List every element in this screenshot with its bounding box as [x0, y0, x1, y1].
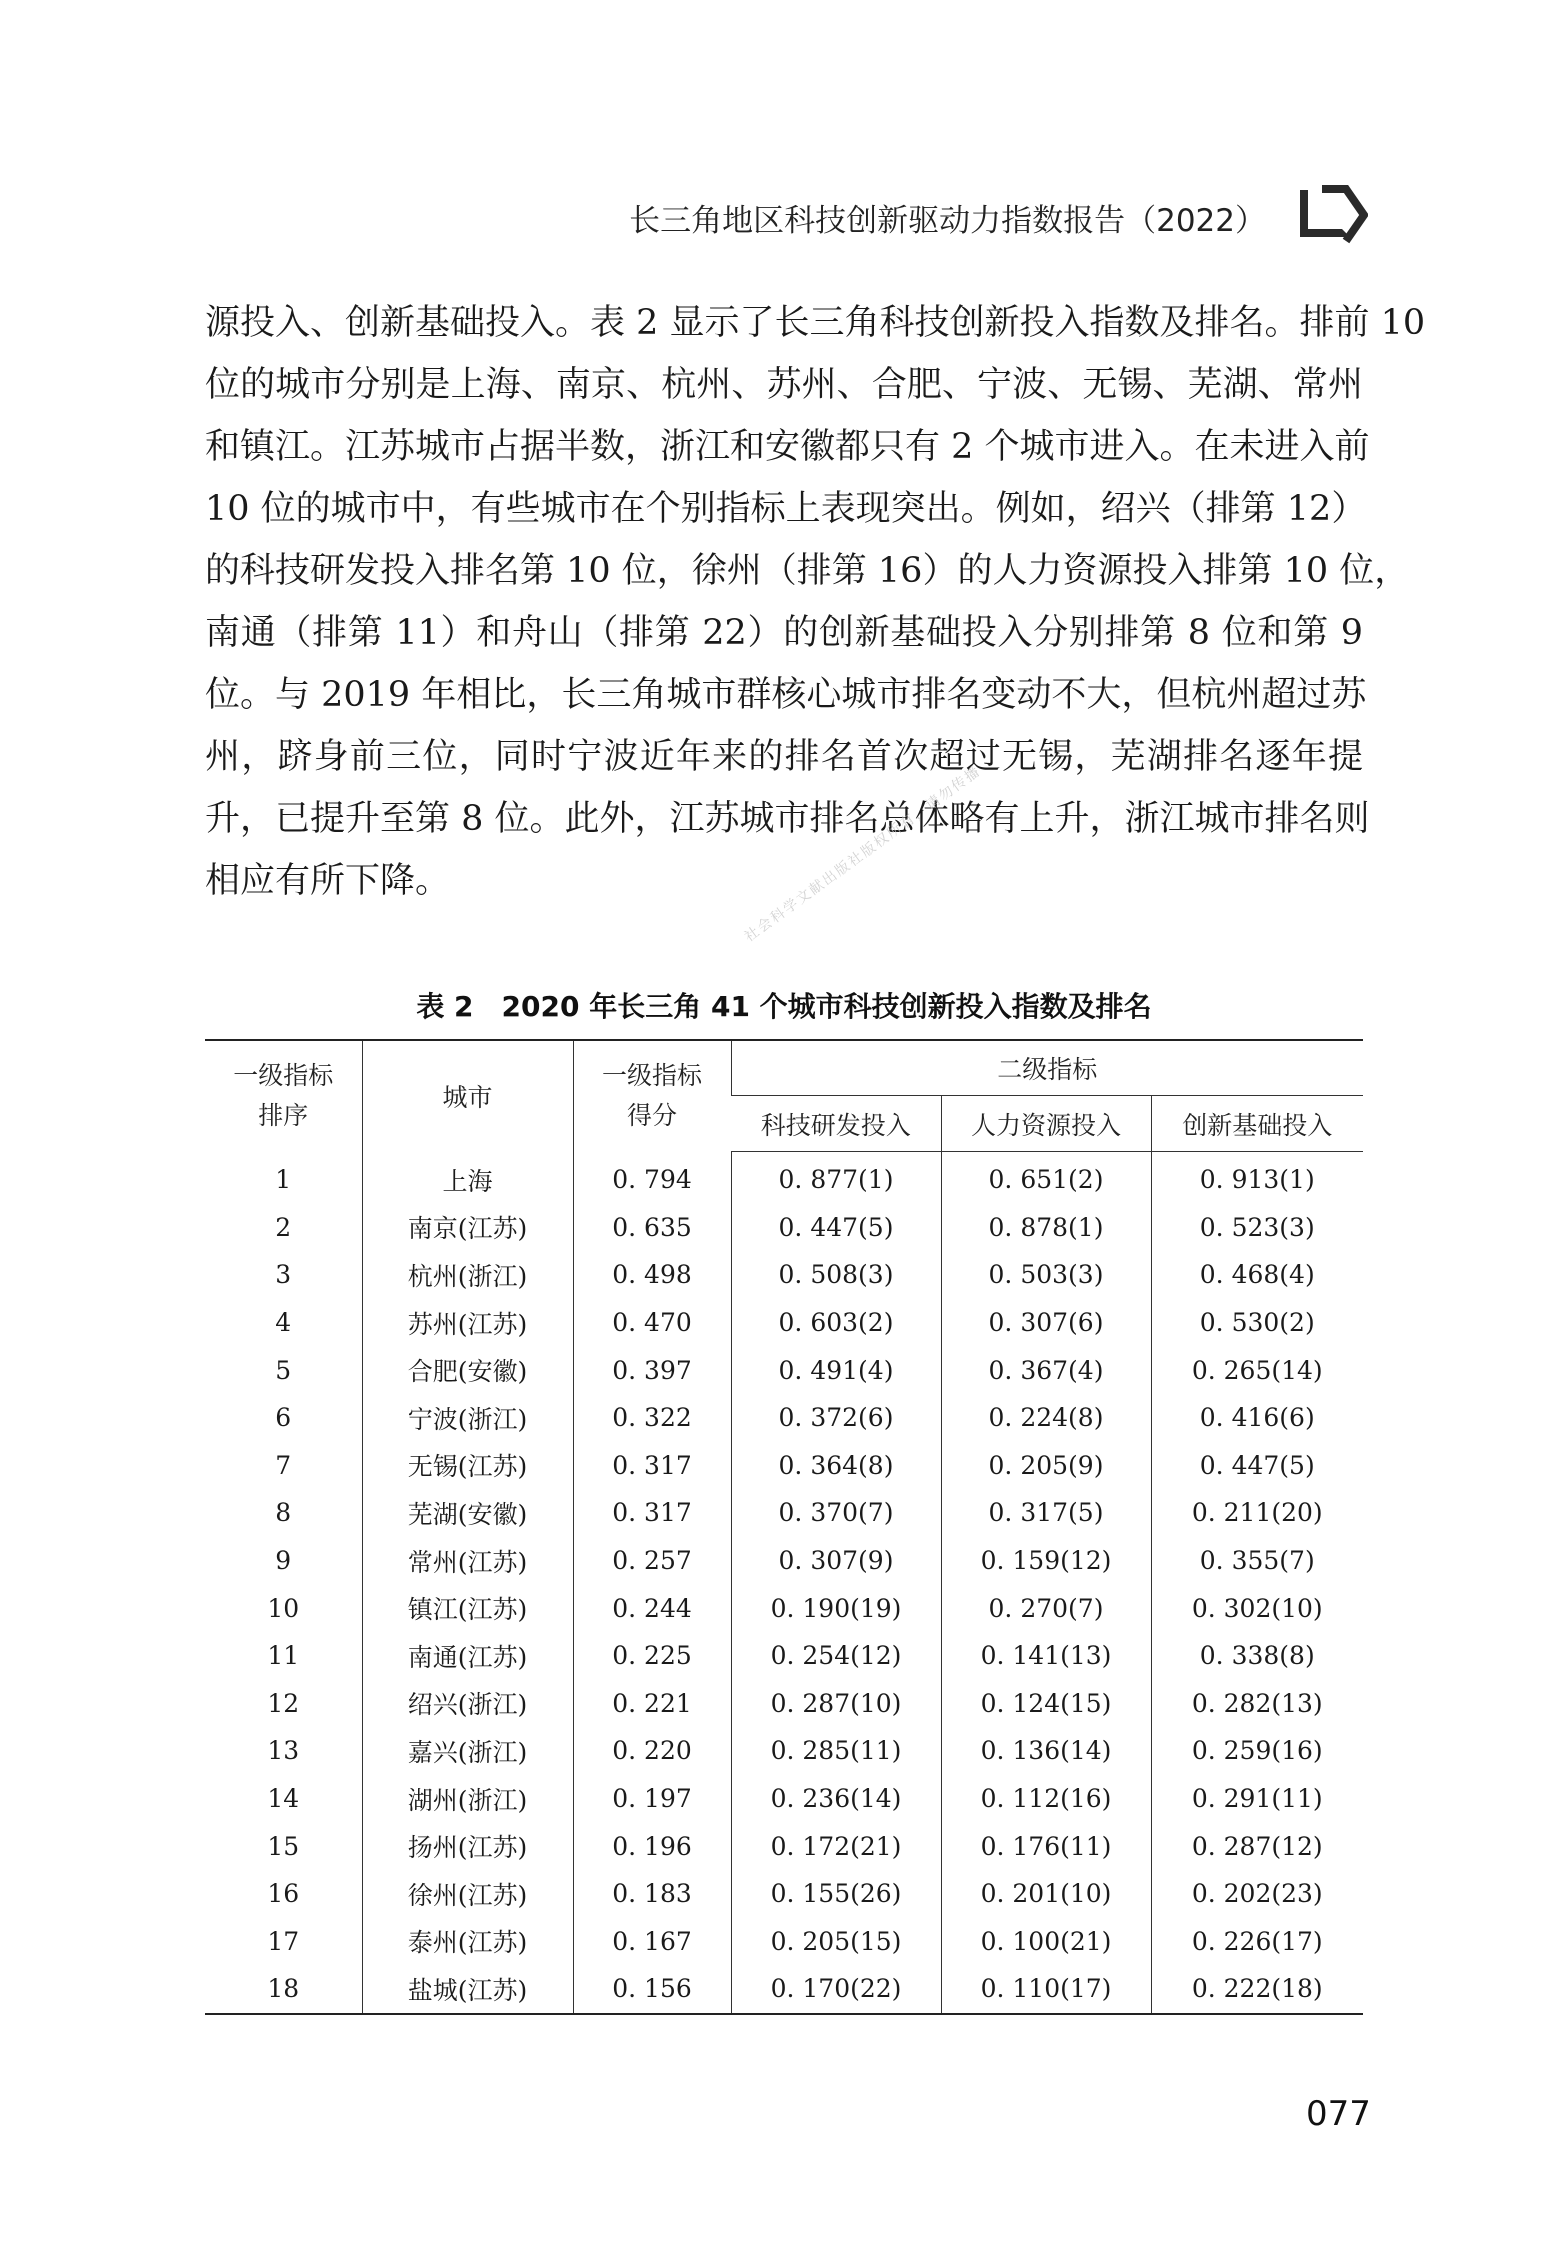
copyright-watermark: 社会科学文献出版社版权所有，请勿传播	[741, 763, 985, 946]
hr-input-cell: 0. 159(12)	[941, 1537, 1151, 1585]
table-row	[205, 1870, 1363, 1918]
table-row	[205, 1680, 1363, 1728]
header-secondary-indicators: 二级指标	[731, 1040, 1363, 1096]
hr-input-cell: 0. 367(4)	[941, 1346, 1151, 1394]
hr-input-cell: 0. 205(9)	[941, 1442, 1151, 1490]
table-row	[205, 1822, 1363, 1870]
hr-input-cell: 0. 201(10)	[941, 1870, 1151, 1918]
rank-cell: 6	[275, 1403, 292, 1433]
rd-input-cell: 0. 170(22)	[731, 1965, 941, 2014]
city-cell: 绍兴(浙江)	[362, 1680, 573, 1728]
rd-input-cell: 0. 508(3)	[731, 1251, 941, 1299]
body-text-line: 升，已提升至第 8 位。此外，江苏城市排名总体略有上升，浙江城市排名则	[205, 799, 1370, 839]
table-row	[205, 1918, 1363, 1966]
score-cell: 0. 197	[573, 1775, 731, 1823]
table-body	[205, 1152, 1363, 2014]
infra-input-cell: 0. 282(13)	[1151, 1680, 1363, 1728]
rd-input-cell: 0. 285(11)	[731, 1727, 941, 1775]
body-text-line: 源投入、创新基础投入。表 2 显示了长三角科技创新投入指数及排名。排前 10	[205, 303, 1426, 343]
header-city: 城市	[362, 1040, 573, 1152]
score-cell: 0. 635	[573, 1204, 731, 1252]
score-cell: 0. 317	[573, 1442, 731, 1490]
hr-input-cell: 0. 141(13)	[941, 1632, 1151, 1680]
city-cell: 无锡(江苏)	[362, 1442, 573, 1490]
rd-input-cell: 0. 370(7)	[731, 1489, 941, 1537]
hr-input-cell: 0. 317(5)	[941, 1489, 1151, 1537]
table-row	[205, 1394, 1363, 1442]
table-row	[205, 1489, 1363, 1537]
rd-input-cell: 0. 190(19)	[731, 1584, 941, 1632]
rank-cell: 13	[267, 1736, 300, 1766]
book-corner-logo-icon	[1298, 185, 1368, 245]
table-row	[205, 1251, 1363, 1299]
rd-input-cell: 0. 491(4)	[731, 1346, 941, 1394]
body-text-line: 相应有所下降。	[205, 861, 451, 901]
infra-input-cell: 0. 447(5)	[1151, 1442, 1363, 1490]
hr-input-cell: 0. 110(17)	[941, 1965, 1151, 2014]
body-text-line: 南通（排第 11）和舟山（排第 22）的创新基础投入分别排第 8 位和第 9	[205, 613, 1363, 653]
table-row	[205, 1299, 1363, 1347]
score-cell: 0. 397	[573, 1346, 731, 1394]
rank-cell: 4	[275, 1308, 292, 1338]
score-cell: 0. 221	[573, 1680, 731, 1728]
hr-input-cell: 0. 176(11)	[941, 1822, 1151, 1870]
body-text-line: 州，跻身前三位，同时宁波近年来的排名首次超过无锡，芜湖排名逐年提	[205, 737, 1363, 777]
infra-input-cell: 0. 287(12)	[1151, 1822, 1363, 1870]
score-cell: 0. 196	[573, 1822, 731, 1870]
city-cell: 宁波(浙江)	[362, 1394, 573, 1442]
city-cell: 南通(江苏)	[362, 1632, 573, 1680]
city-cell: 杭州(浙江)	[362, 1251, 573, 1299]
score-cell: 0. 156	[573, 1965, 731, 2014]
hr-input-cell: 0. 136(14)	[941, 1727, 1151, 1775]
rd-input-cell: 0. 287(10)	[731, 1680, 941, 1728]
hr-input-cell: 0. 270(7)	[941, 1584, 1151, 1632]
hr-input-cell: 0. 112(16)	[941, 1775, 1151, 1823]
score-cell: 0. 470	[573, 1299, 731, 1347]
page-number: 077	[1306, 2094, 1371, 2134]
infra-input-cell: 0. 259(16)	[1151, 1727, 1363, 1775]
hr-input-cell: 0. 503(3)	[941, 1251, 1151, 1299]
rd-input-cell: 0. 155(26)	[731, 1870, 941, 1918]
infra-input-cell: 0. 338(8)	[1151, 1632, 1363, 1680]
rank-cell: 2	[275, 1212, 292, 1242]
score-cell: 0. 794	[573, 1152, 731, 1204]
city-cell: 芜湖(安徽)	[362, 1489, 573, 1537]
rd-input-cell: 0. 364(8)	[731, 1442, 941, 1490]
table-row	[205, 1152, 1363, 1204]
table-row	[205, 1727, 1363, 1775]
city-cell: 扬州(江苏)	[362, 1822, 573, 1870]
rd-input-cell: 0. 172(21)	[731, 1822, 941, 1870]
table-row	[205, 1632, 1363, 1680]
rank-cell: 16	[267, 1879, 300, 1909]
infra-input-cell: 0. 211(20)	[1151, 1489, 1363, 1537]
table-row	[205, 1965, 1363, 2014]
infra-input-cell: 0. 265(14)	[1151, 1346, 1363, 1394]
hr-input-cell: 0. 651(2)	[941, 1152, 1151, 1204]
rank-cell: 15	[267, 1831, 300, 1861]
score-cell: 0. 257	[573, 1537, 731, 1585]
rank-cell: 12	[267, 1688, 300, 1718]
infra-input-cell: 0. 523(3)	[1151, 1204, 1363, 1252]
running-header-title: 长三角地区科技创新驱动力指数报告（2022）	[629, 203, 1266, 239]
infra-input-cell: 0. 468(4)	[1151, 1251, 1363, 1299]
rd-input-cell: 0. 447(5)	[731, 1204, 941, 1252]
score-cell: 0. 322	[573, 1394, 731, 1442]
score-cell: 0. 225	[573, 1632, 731, 1680]
infra-input-cell: 0. 302(10)	[1151, 1584, 1363, 1632]
rank-cell: 7	[275, 1450, 292, 1480]
city-cell: 上海	[362, 1152, 573, 1204]
rank-cell: 8	[275, 1498, 292, 1528]
infra-input-cell: 0. 226(17)	[1151, 1918, 1363, 1966]
rd-input-cell: 0. 603(2)	[731, 1299, 941, 1347]
infra-input-cell: 0. 222(18)	[1151, 1965, 1363, 2014]
header-score: 一级指标 得分	[573, 1040, 731, 1152]
rd-input-cell: 0. 205(15)	[731, 1918, 941, 1966]
hr-input-cell: 0. 224(8)	[941, 1394, 1151, 1442]
infra-input-cell: 0. 416(6)	[1151, 1394, 1363, 1442]
rd-input-cell: 0. 236(14)	[731, 1775, 941, 1823]
header-rank: 一级指标 排序	[205, 1040, 362, 1152]
hr-input-cell: 0. 878(1)	[941, 1204, 1151, 1252]
score-cell: 0. 317	[573, 1489, 731, 1537]
body-text-line: 位的城市分别是上海、南京、杭州、苏州、合肥、宁波、无锡、芜湖、常州	[205, 365, 1363, 405]
score-cell: 0. 183	[573, 1870, 731, 1918]
infra-input-cell: 0. 202(23)	[1151, 1870, 1363, 1918]
city-cell: 湖州(浙江)	[362, 1775, 573, 1823]
rank-cell: 11	[267, 1641, 300, 1671]
hr-input-cell: 0. 307(6)	[941, 1299, 1151, 1347]
body-text-line: 的科技研发投入排名第 10 位，徐州（排第 16）的人力资源投入排第 10 位，	[205, 551, 1410, 591]
city-cell: 南京(江苏)	[362, 1204, 573, 1252]
city-cell: 泰州(江苏)	[362, 1918, 573, 1966]
rd-input-cell: 0. 877(1)	[731, 1152, 941, 1204]
header-infra-input: 创新基础投入	[1151, 1096, 1363, 1152]
hr-input-cell: 0. 100(21)	[941, 1918, 1151, 1966]
header-rd-input: 科技研发投入	[731, 1096, 941, 1152]
body-text-line: 位。与 2019 年相比，长三角城市群核心城市排名变动不大，但杭州超过苏	[205, 675, 1367, 715]
rd-input-cell: 0. 307(9)	[731, 1537, 941, 1585]
rank-cell: 1	[275, 1165, 292, 1195]
innovation-input-index-table	[205, 1039, 1363, 2015]
score-cell: 0. 167	[573, 1918, 731, 1966]
rank-cell: 9	[275, 1546, 292, 1576]
table-row	[205, 1442, 1363, 1490]
rank-cell: 3	[275, 1260, 292, 1290]
score-cell: 0. 244	[573, 1584, 731, 1632]
table-row	[205, 1584, 1363, 1632]
rank-cell: 14	[267, 1784, 300, 1814]
table-row	[205, 1204, 1363, 1252]
city-cell: 苏州(江苏)	[362, 1299, 573, 1347]
rank-cell: 10	[267, 1593, 300, 1623]
city-cell: 合肥(安徽)	[362, 1346, 573, 1394]
infra-input-cell: 0. 913(1)	[1151, 1152, 1363, 1204]
city-cell: 常州(江苏)	[362, 1537, 573, 1585]
rank-cell: 18	[205, 1965, 362, 2014]
hr-input-cell: 0. 124(15)	[941, 1680, 1151, 1728]
rank-cell: 5	[275, 1355, 292, 1385]
body-text-line: 和镇江。江苏城市占据半数，浙江和安徽都只有 2 个城市进入。在未进入前	[205, 427, 1370, 467]
infra-input-cell: 0. 355(7)	[1151, 1537, 1363, 1585]
score-cell: 0. 220	[573, 1727, 731, 1775]
infra-input-cell: 0. 291(11)	[1151, 1775, 1363, 1823]
header-hr-input: 人力资源投入	[941, 1096, 1151, 1152]
rank-cell: 17	[267, 1926, 300, 1956]
city-cell: 嘉兴(浙江)	[362, 1727, 573, 1775]
table-caption: 表 2 2020 年长三角 41 个城市科技创新投入指数及排名	[416, 990, 1152, 1023]
city-cell: 盐城(江苏)	[362, 1965, 573, 2014]
rd-input-cell: 0. 254(12)	[731, 1632, 941, 1680]
body-text-line: 10 位的城市中，有些城市在个别指标上表现突出。例如，绍兴（排第 12）	[205, 489, 1367, 529]
table-row	[205, 1346, 1363, 1394]
table-row	[205, 1537, 1363, 1585]
score-cell: 0. 498	[573, 1251, 731, 1299]
table-row	[205, 1775, 1363, 1823]
infra-input-cell: 0. 530(2)	[1151, 1299, 1363, 1347]
rd-input-cell: 0. 372(6)	[731, 1394, 941, 1442]
city-cell: 徐州(江苏)	[362, 1870, 573, 1918]
city-cell: 镇江(江苏)	[362, 1584, 573, 1632]
